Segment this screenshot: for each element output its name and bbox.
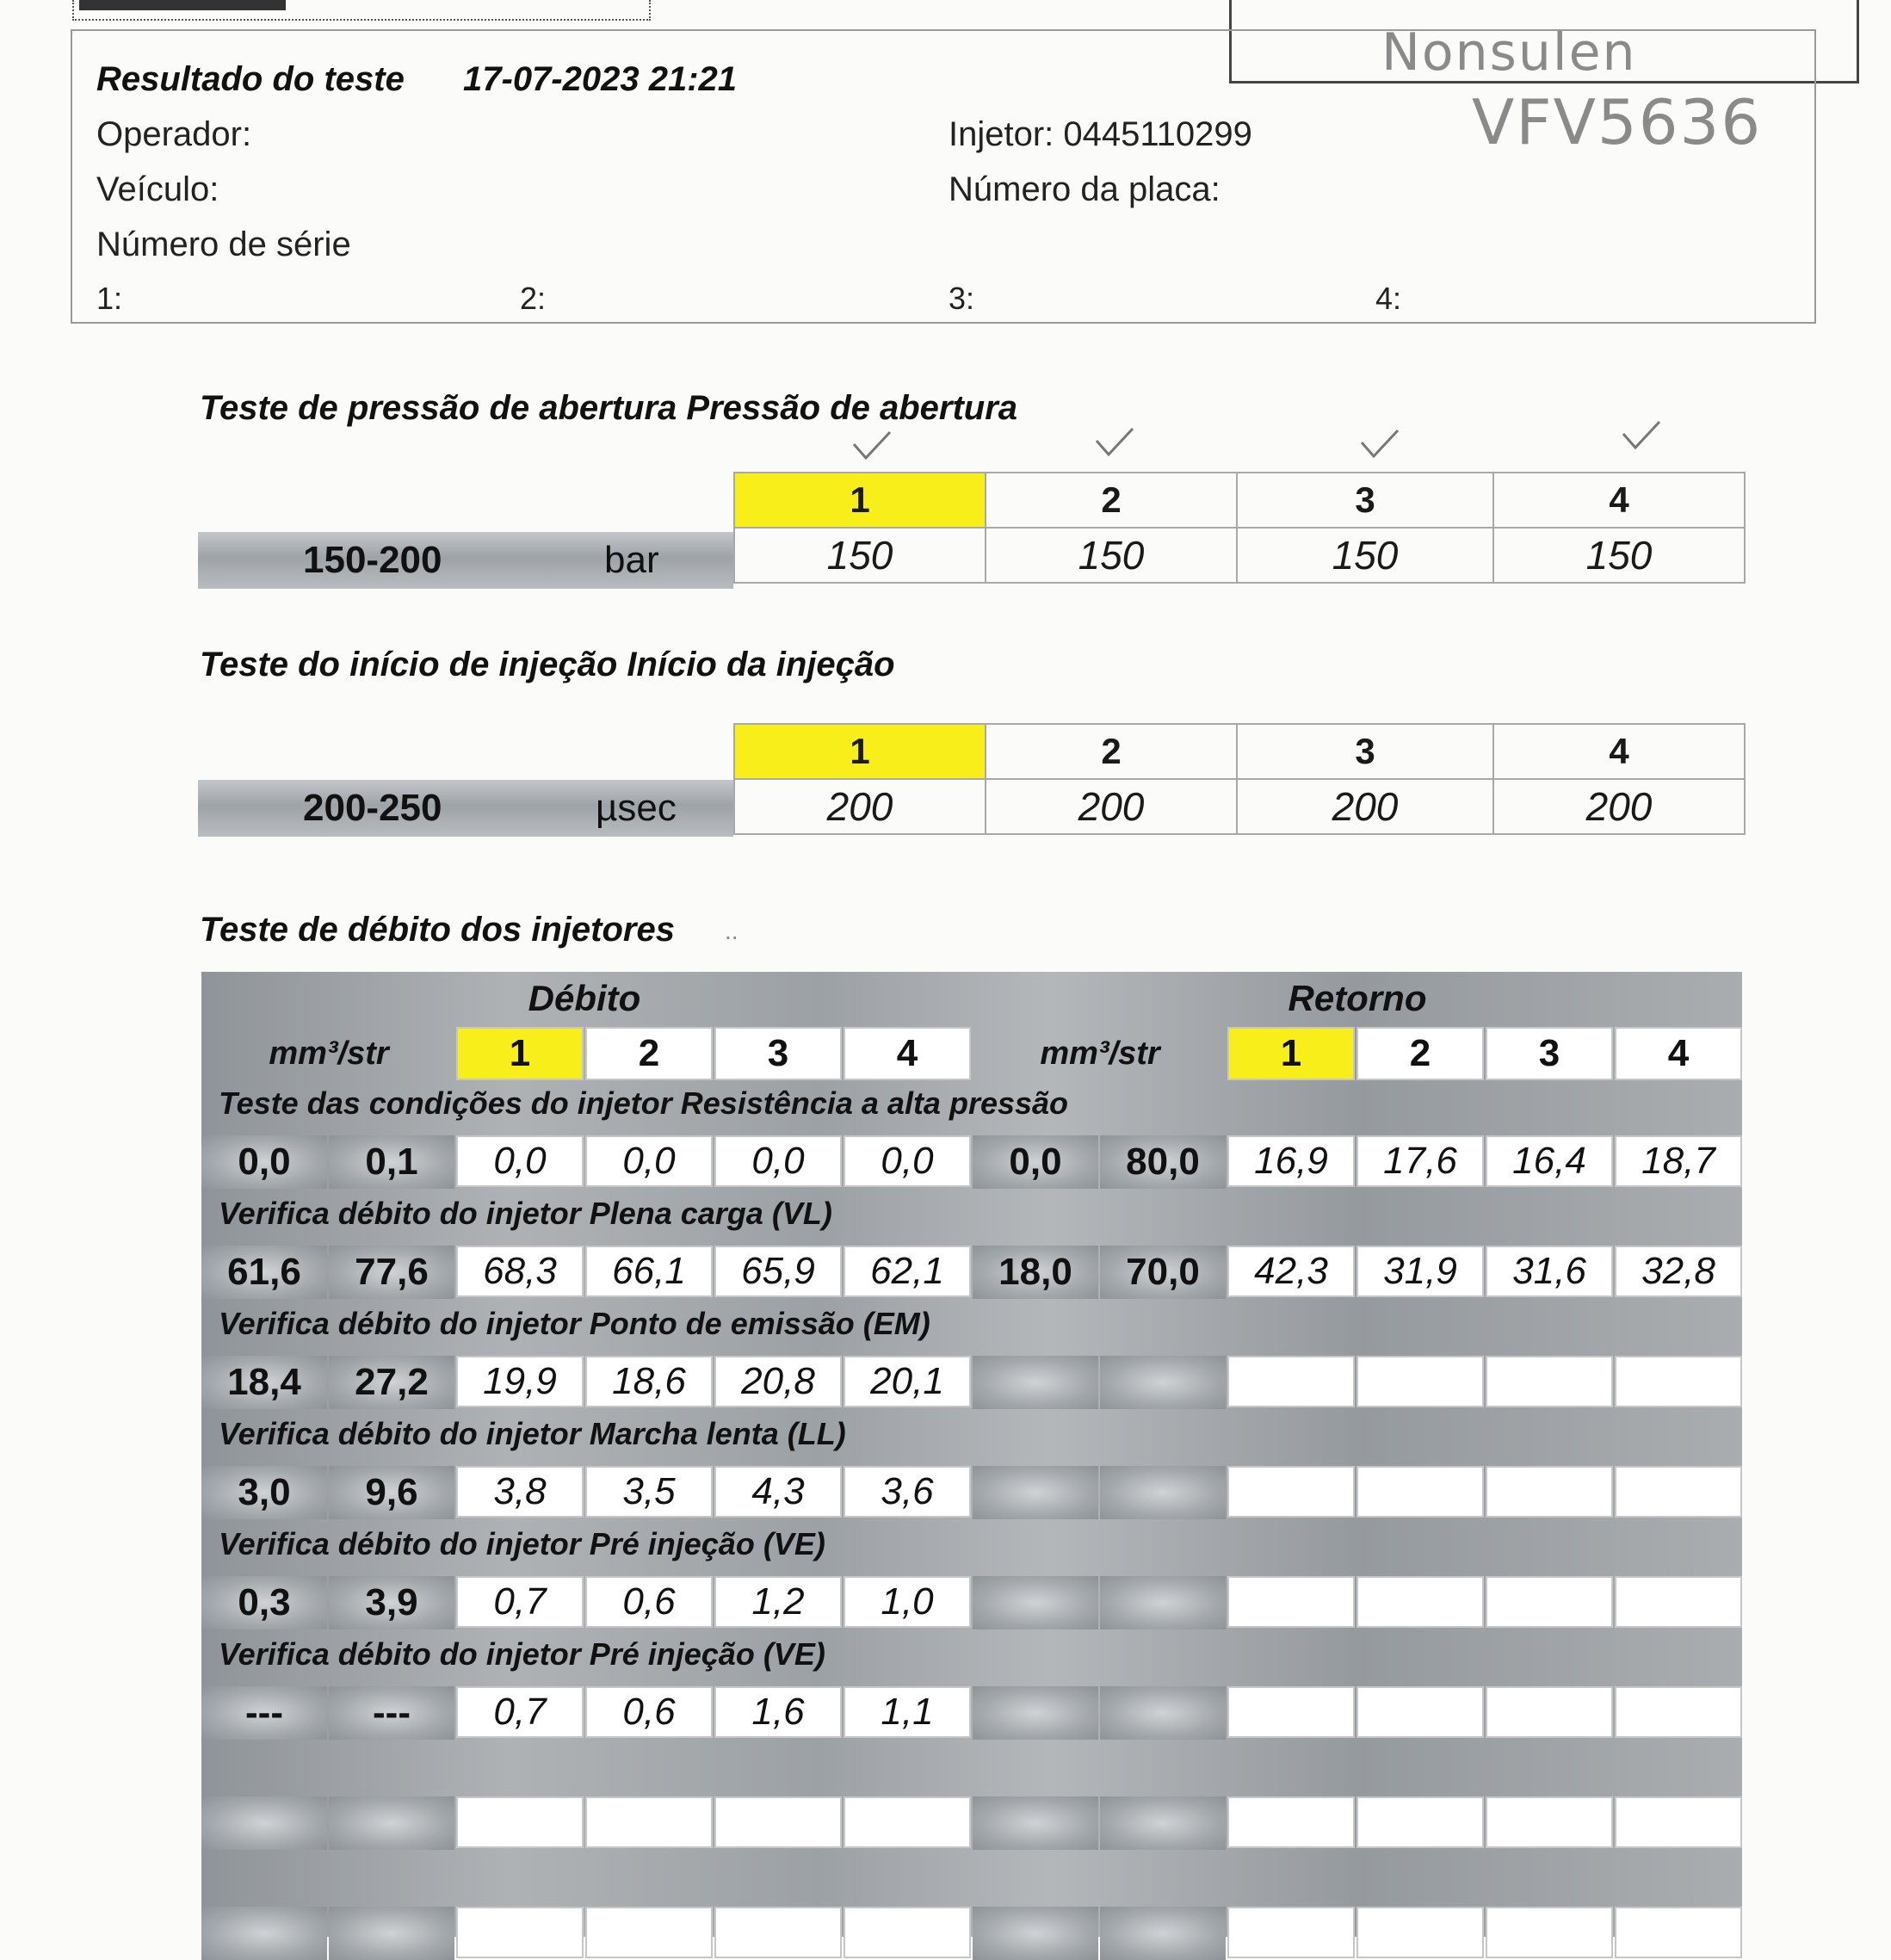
- debito-value-4: 62,1: [844, 1246, 971, 1297]
- injection-start-col-4: 4: [1493, 724, 1745, 779]
- injection-start-col-2: 2: [986, 724, 1237, 779]
- retorno-max: [1100, 1907, 1226, 1960]
- retorno-value-4: [1615, 1907, 1742, 1958]
- retorno-value-3: [1486, 1576, 1613, 1628]
- debito-col-2: 2: [585, 1027, 713, 1080]
- retorno-min: [973, 1466, 1098, 1519]
- flow-test-table: [201, 972, 1742, 1937]
- handwritten-name: Nonsulen: [1381, 22, 1637, 83]
- retorno-max: [1100, 1686, 1226, 1740]
- retorno-value-2: [1356, 1686, 1484, 1738]
- flow-row-label: Teste das condições do injetor Resistência a alta pressão: [219, 1085, 1069, 1121]
- opening-pressure-col-2: 2: [986, 473, 1237, 528]
- result-label: Resultado do teste: [96, 60, 405, 98]
- debito-col-1: 1: [456, 1027, 584, 1080]
- retorno-col-4: 4: [1615, 1027, 1742, 1080]
- injection-start-col-3: 3: [1237, 724, 1493, 779]
- retorno-value-1: [1227, 1576, 1355, 1628]
- injection-start-unit: µsec: [596, 787, 677, 829]
- debito-value-4: 1,0: [844, 1576, 971, 1628]
- debito-min: 0,3: [201, 1576, 327, 1629]
- top-left-box-fragment: [72, 0, 651, 21]
- retorno-col-2: 2: [1356, 1027, 1484, 1080]
- flow-test-title-suffix: ..: [725, 918, 738, 944]
- retorno-min: [973, 1576, 1098, 1629]
- debito-value-1: 3,8: [456, 1466, 584, 1518]
- debito-value-3: 20,8: [714, 1356, 842, 1407]
- debito-value-4: [844, 1907, 971, 1958]
- injection-start-title: Teste do início de injeção Início da injeção: [200, 646, 895, 683]
- debito-value-2: 66,1: [585, 1246, 713, 1297]
- retorno-value-4: [1615, 1356, 1742, 1407]
- opening-pressure-title: Teste de pressão de abertura Pressão de abertura: [200, 389, 1018, 427]
- flow-row-label: Verifica débito do injetor Marcha lenta (LL): [219, 1416, 846, 1451]
- debito-value-3: 4,3: [714, 1466, 842, 1518]
- debito-value-2: 3,5: [585, 1466, 713, 1518]
- debito-max: ---: [329, 1686, 454, 1740]
- retorno-value-3: [1486, 1466, 1613, 1518]
- debito-value-3: [714, 1796, 842, 1848]
- retorno-value-3: [1486, 1356, 1613, 1407]
- retorno-min: [973, 1686, 1098, 1740]
- retorno-max: [1100, 1796, 1226, 1850]
- debito-value-1: 0,7: [456, 1686, 584, 1738]
- debito-min: 0,0: [201, 1135, 327, 1189]
- injection-start-value-4: 200: [1493, 779, 1745, 834]
- retorno-value-2: [1356, 1576, 1484, 1628]
- debito-min: 18,4: [201, 1356, 327, 1409]
- injection-start-range: 200-250: [303, 787, 442, 829]
- opening-pressure-value-4: 150: [1493, 528, 1745, 583]
- retorno-value-3: [1486, 1686, 1613, 1738]
- injection-start-col-1: 1: [734, 724, 986, 779]
- retorno-min: 18,0: [973, 1246, 1098, 1299]
- opening-pressure-col-1: 1: [734, 473, 986, 528]
- debito-value-2: [585, 1907, 713, 1958]
- retorno-value-4: 32,8: [1615, 1246, 1742, 1297]
- debito-max: 77,6: [329, 1246, 454, 1299]
- retorno-col-3: 3: [1486, 1027, 1613, 1080]
- debito-value-4: 0,0: [844, 1135, 971, 1187]
- retorno-min: [973, 1796, 1098, 1850]
- debito-value-1: 0,0: [456, 1135, 584, 1187]
- opening-pressure-table: [733, 472, 1746, 584]
- debito-min: ---: [201, 1686, 327, 1740]
- debito-min: [201, 1796, 327, 1850]
- checkmark-4-icon: [1622, 420, 1661, 451]
- retorno-value-1: 42,3: [1227, 1246, 1355, 1297]
- debito-value-4: 20,1: [844, 1356, 971, 1407]
- debito-value-1: 68,3: [456, 1246, 584, 1297]
- debito-min: 3,0: [201, 1466, 327, 1519]
- checkmark-3-icon: [1360, 429, 1400, 460]
- debito-value-4: 3,6: [844, 1466, 971, 1518]
- retorno-value-2: [1356, 1796, 1484, 1848]
- retorno-value-4: 18,7: [1615, 1135, 1742, 1187]
- retorno-value-3: 31,6: [1486, 1246, 1613, 1297]
- debito-value-3: 65,9: [714, 1246, 842, 1297]
- retorno-max: [1100, 1466, 1226, 1519]
- debito-value-2: [585, 1796, 713, 1848]
- retorno-value-3: 16,4: [1486, 1135, 1613, 1187]
- retorno-value-2: 31,9: [1356, 1246, 1484, 1297]
- retorno-value-4: [1615, 1796, 1742, 1848]
- retorno-value-1: [1227, 1907, 1355, 1958]
- retorno-value-4: [1615, 1576, 1742, 1628]
- vehicle-label: Veículo:: [96, 170, 219, 208]
- injection-start-value-3: 200: [1237, 779, 1493, 834]
- operator-label: Operador:: [96, 115, 252, 153]
- debito-value-2: 0,6: [585, 1576, 713, 1628]
- debito-value-1: [456, 1796, 584, 1848]
- retorno-value-1: [1227, 1796, 1355, 1848]
- checkmark-1-icon: [852, 430, 892, 461]
- opening-pressure-value-2: 150: [986, 528, 1237, 583]
- retorno-value-2: 17,6: [1356, 1135, 1484, 1187]
- handwritten-plate: VFV5636: [1472, 86, 1763, 158]
- flow-row-label: Verifica débito do injetor Pré injeção (VE): [219, 1636, 825, 1672]
- retorno-value-2: [1356, 1466, 1484, 1518]
- retorno-value-3: [1486, 1907, 1613, 1958]
- debito-max: 9,6: [329, 1466, 454, 1519]
- flow-row-label: Verifica débito do injetor Ponto de emissão (EM): [219, 1306, 930, 1341]
- retorno-max: 80,0: [1100, 1135, 1226, 1189]
- debito-value-2: 18,6: [585, 1356, 713, 1407]
- debito-min: [201, 1907, 327, 1960]
- retorno-value-2: [1356, 1907, 1484, 1958]
- serial-slot-4: 4:: [1375, 281, 1402, 316]
- debito-value-2: 0,0: [585, 1135, 713, 1187]
- retorno-value-4: [1615, 1466, 1742, 1518]
- opening-pressure-unit: bar: [604, 539, 659, 581]
- injection-start-value-2: 200: [986, 779, 1237, 834]
- debito-value-2: 0,6: [585, 1686, 713, 1738]
- retorno-max: 70,0: [1100, 1246, 1226, 1299]
- serial-slot-1: 1:: [96, 281, 123, 316]
- opening-pressure-col-3: 3: [1237, 473, 1493, 528]
- debito-max: [329, 1796, 454, 1850]
- serial-slot-3: 3:: [949, 281, 975, 316]
- flow-row-label: Verifica débito do injetor Plena carga (VL): [219, 1196, 832, 1231]
- retorno-value-2: [1356, 1356, 1484, 1407]
- opening-pressure-range: 150-200: [303, 539, 442, 581]
- retorno-header: Retorno: [1288, 978, 1427, 1018]
- debito-value-3: 1,6: [714, 1686, 842, 1738]
- debito-value-1: 19,9: [456, 1356, 584, 1407]
- serial-label: Número de série: [96, 226, 351, 263]
- injector-label: Injetor: 0445110299: [949, 115, 1252, 153]
- injection-start-table: [733, 723, 1746, 835]
- debito-col-4: 4: [844, 1027, 971, 1080]
- result-datetime: 17-07-2023 21:21: [463, 60, 738, 98]
- debito-max: 3,9: [329, 1576, 454, 1629]
- retorno-min: 0,0: [973, 1135, 1098, 1189]
- debito-value-4: 1,1: [844, 1686, 971, 1738]
- debito-max: 0,1: [329, 1135, 454, 1189]
- retorno-value-1: [1227, 1466, 1355, 1518]
- debito-value-3: [714, 1907, 842, 1958]
- retorno-col-1: 1: [1227, 1027, 1355, 1080]
- retorno-value-1: [1227, 1686, 1355, 1738]
- opening-pressure-value-3: 150: [1237, 528, 1493, 583]
- opening-pressure-col-4: 4: [1493, 473, 1745, 528]
- debito-max: [329, 1907, 454, 1960]
- retorno-max: [1100, 1356, 1226, 1409]
- retorno-min: [973, 1907, 1098, 1960]
- debito-value-1: 0,7: [456, 1576, 584, 1628]
- checkmark-2-icon: [1095, 427, 1134, 458]
- flow-test-title: Teste de débito dos injetores: [200, 911, 675, 949]
- retorno-value-3: [1486, 1796, 1613, 1848]
- retorno-unit-label: mm³/str: [1040, 1035, 1160, 1072]
- debito-col-3: 3: [714, 1027, 842, 1080]
- opening-pressure-value-1: 150: [734, 528, 986, 583]
- retorno-value-4: [1615, 1686, 1742, 1738]
- retorno-value-1: 16,9: [1227, 1135, 1355, 1187]
- retorno-min: [973, 1356, 1098, 1409]
- debito-min: 61,6: [201, 1246, 327, 1299]
- debito-unit-label: mm³/str: [269, 1035, 389, 1072]
- debito-value-4: [844, 1796, 971, 1848]
- debito-value-3: 1,2: [714, 1576, 842, 1628]
- debito-value-1: [456, 1907, 584, 1958]
- flow-row-label: Verifica débito do injetor Pré injeção (VE): [219, 1526, 825, 1561]
- retorno-value-1: [1227, 1356, 1355, 1407]
- plate-label: Número da placa:: [949, 170, 1220, 208]
- serial-slot-2: 2:: [520, 281, 547, 316]
- injection-start-value-1: 200: [734, 779, 986, 834]
- retorno-max: [1100, 1576, 1226, 1629]
- debito-value-3: 0,0: [714, 1135, 842, 1187]
- debito-max: 27,2: [329, 1356, 454, 1409]
- debito-header: Débito: [528, 978, 641, 1018]
